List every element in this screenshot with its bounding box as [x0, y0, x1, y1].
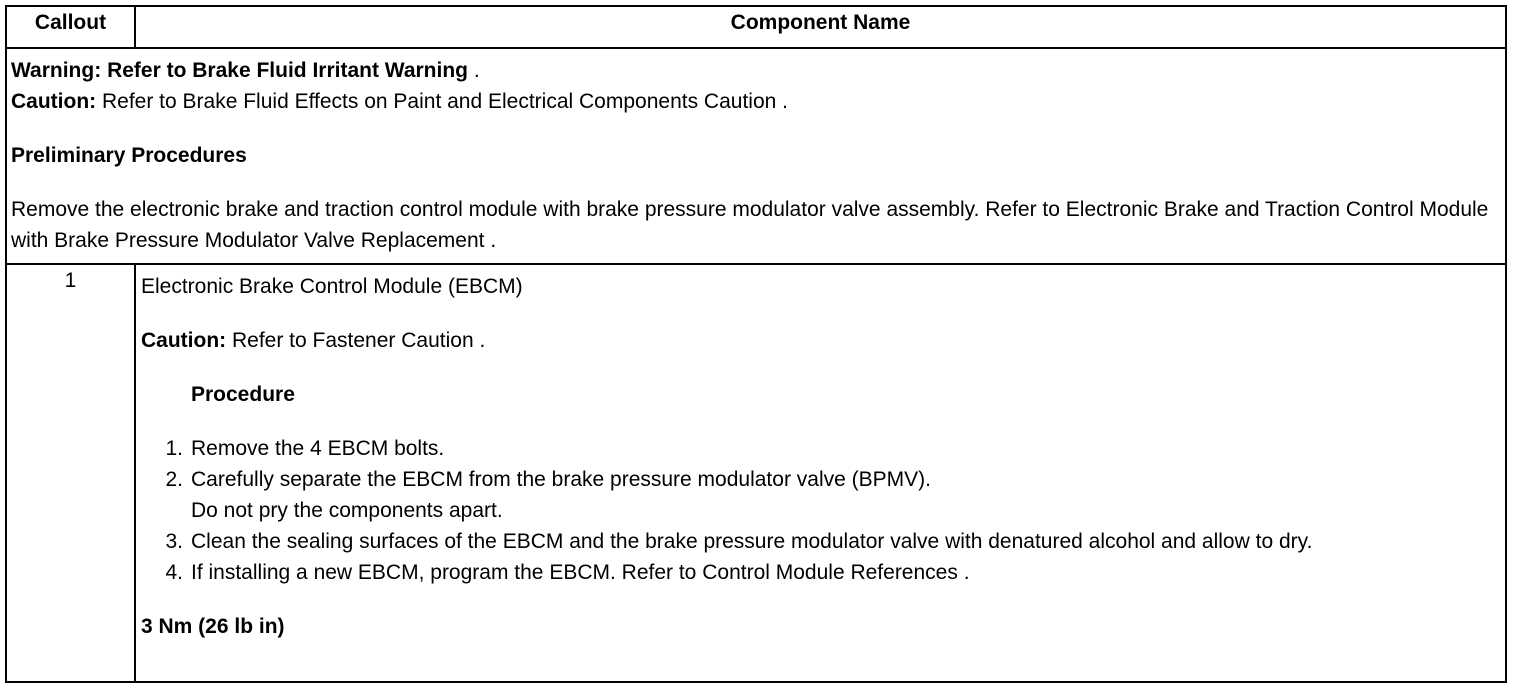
step-text: Remove the 4 EBCM bolts.	[191, 437, 445, 460]
component-name-header: Component Name	[135, 6, 1506, 48]
replacement-procedure-link[interactable]: Electronic Brake and Traction Control Module with Brake Pressure Modulator Valve Replacement	[11, 198, 1489, 252]
warning-link[interactable]: Refer to Brake Fluid Irritant Warning	[107, 59, 468, 82]
list-item	[191, 464, 1497, 526]
step-text: If installing a new EBCM, program the EBCM. Refer to	[191, 561, 697, 584]
table-row	[6, 264, 1506, 682]
header-row	[6, 6, 1506, 48]
fastener-caution-link[interactable]: Refer to Fastener Caution	[232, 329, 474, 352]
caution-label: Caution:	[11, 90, 97, 113]
preliminary-procedure-body: Remove the electronic brake and traction control module with brake pressure modulator valve assembly. Refer to	[11, 198, 1060, 221]
fastener-caution-label: Caution:	[141, 329, 227, 352]
component-cell	[135, 264, 1506, 682]
warning-line: Warning: Refer to Brake Fluid Irritant Warning .	[11, 59, 480, 82]
control-module-references-link[interactable]: Control Module References	[702, 561, 958, 584]
fastener-caution-line: Caution: Refer to Fastener Caution .	[141, 329, 486, 352]
component-name: Electronic Brake Control Module (EBCM)	[141, 275, 523, 298]
preliminary-procedures-title: Preliminary Procedures	[11, 144, 247, 167]
step-note: Do not pry the components apart.	[191, 499, 503, 522]
preliminary-procedure-text: Remove the electronic brake and traction control module with brake pressure modulator valve assembly. Refer to Electronic Brake and Traction Control Module with Brake Pressure Modulator Valve Replacement .	[11, 198, 1489, 252]
step-text: Carefully separate the EBCM from the brake pressure modulator valve (BPMV).	[191, 468, 931, 491]
procedure-steps	[141, 433, 1497, 588]
procedure-table	[5, 5, 1507, 683]
preliminary-cell	[6, 48, 1506, 264]
warning-label: Warning:	[11, 59, 102, 82]
caution-line: Caution: Refer to Brake Fluid Effects on Paint and Electrical Components Caution .	[11, 90, 788, 113]
callout-number: 1	[6, 264, 135, 682]
list-item: If installing a new EBCM, program the EBCM. Refer to Control Module References .	[191, 561, 970, 584]
procedure-title: Procedure	[191, 383, 295, 406]
preliminary-row	[6, 48, 1506, 264]
list-item	[191, 433, 1497, 464]
callout-header: Callout	[6, 6, 135, 48]
list-item	[191, 526, 1497, 557]
step-text: Clean the sealing surfaces of the EBCM and the brake pressure modulator valve with denatured alcohol and allow to dry.	[191, 530, 1313, 553]
caution-link[interactable]: Refer to Brake Fluid Effects on Paint and Electrical Components Caution	[102, 90, 777, 113]
torque-spec: 3 Nm (26 lb in)	[141, 615, 285, 638]
